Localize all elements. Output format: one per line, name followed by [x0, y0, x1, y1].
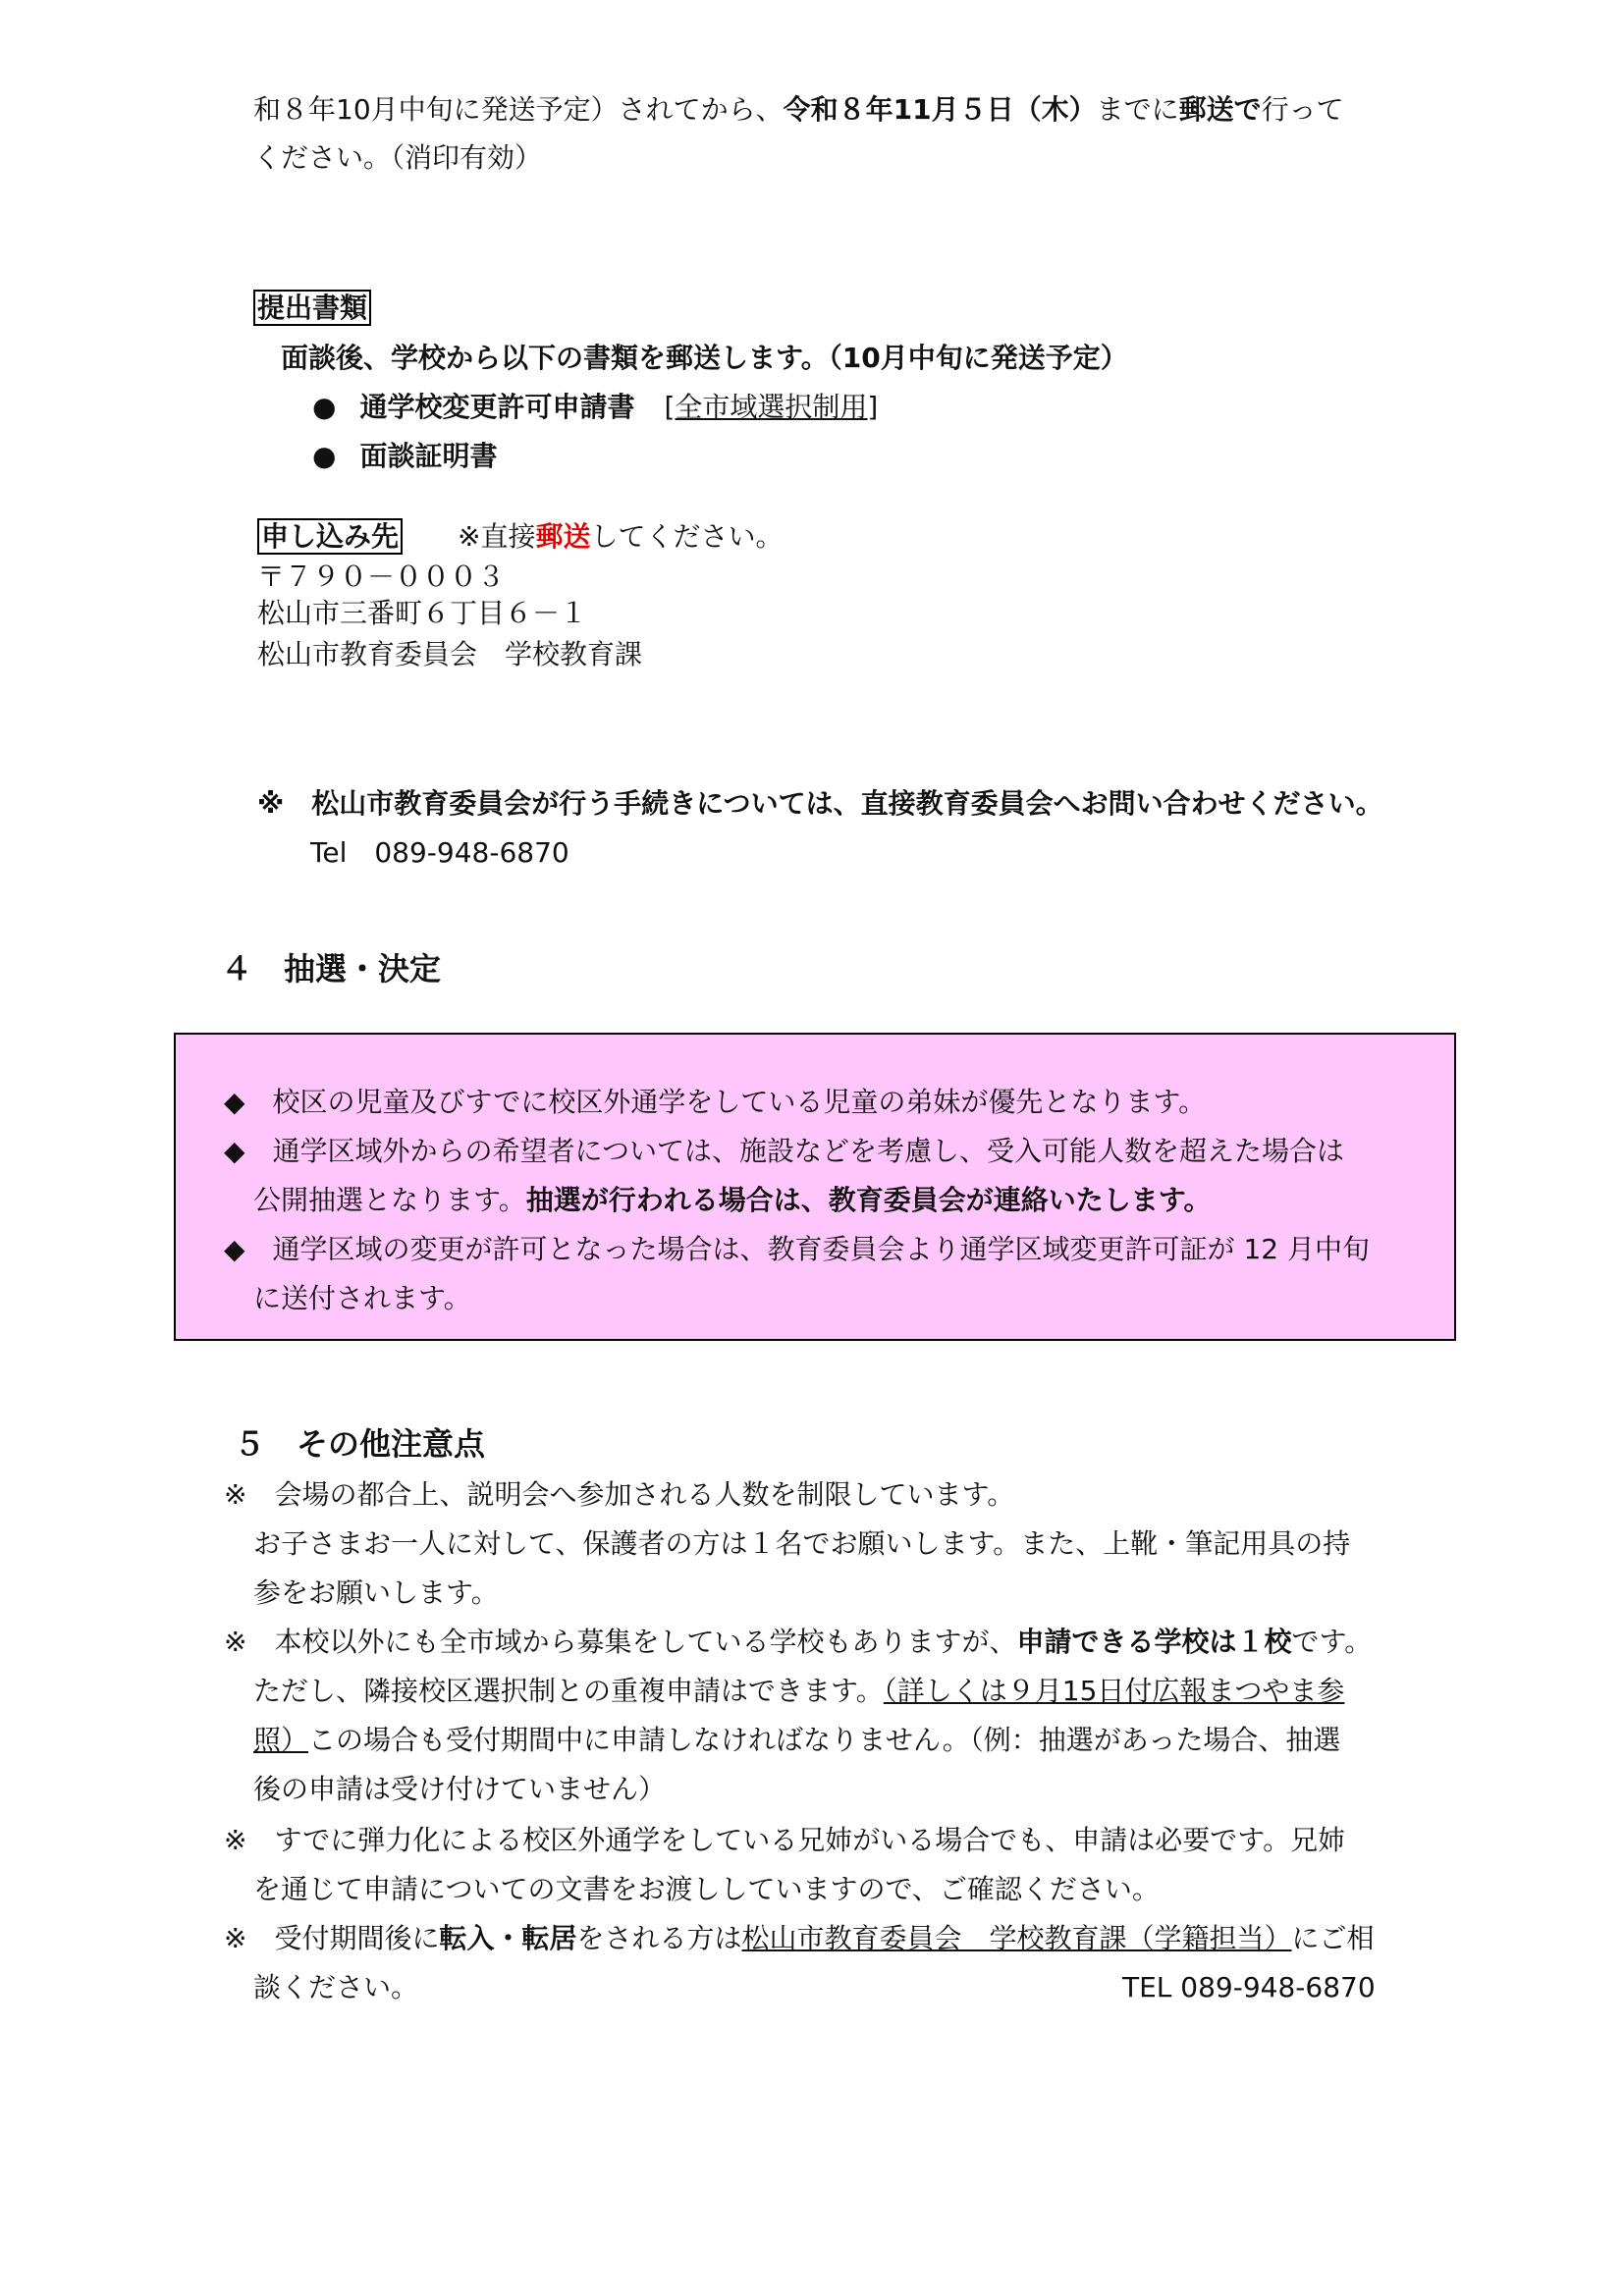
documents-heading-label: 提出書類 [253, 290, 371, 326]
apply-note-emphasis: 郵送 [535, 520, 591, 553]
intro-text: 行って [1261, 93, 1344, 126]
bullet-icon: ● [312, 440, 337, 472]
postal-code: 〒７９０－０００３ [257, 561, 506, 593]
inquiry-notice: ※ 松山市教育委員会が行う手続きについては、直接教育委員会へお問い合わせください。 [257, 787, 1383, 820]
note-text: この場合も受付期間中に申請しなければなりません。（例：抽選があった場合、抽選 [308, 1724, 1341, 1756]
lottery-bullet-3-cont: に送付されます。 [253, 1282, 471, 1314]
note-3-line-1: ※ すでに弾力化による校区外通学をしている兄姉がいる場合でも、申請は必要です。兄姉 [224, 1824, 1346, 1856]
apply-heading-line [257, 520, 784, 554]
note-4-line-2: 談ください。 [253, 1971, 419, 2003]
documents-item-2 [312, 440, 497, 473]
section-5-heading: ５ その他注意点 [234, 1425, 486, 1463]
document-name: 面談証明書 [359, 440, 498, 472]
deadline-date: 令和８年11月５日（木） [783, 93, 1097, 126]
note-2-line-1 [224, 1626, 1372, 1659]
documents-item-1 [312, 391, 878, 424]
lottery-bullet-1: ◆ 校区の児童及びすでに校区外通学をしている児童の弟妹が優先となります。 [224, 1086, 1207, 1118]
lottery-bullet-2: ◆ 通学区域外からの希望者については、施設などを考慮し、受入可能人数を超えた場合は [224, 1135, 1344, 1167]
lottery-bullet-3: ◆ 通学区域の変更が許可となった場合は、教育委員会より通学区域変更許可証が 12 月中旬 [224, 1233, 1370, 1265]
intro-text: までに [1096, 93, 1179, 126]
lottery-bullet-2-cont [253, 1184, 1212, 1217]
note-text: ※ 本校以外にも全市域から募集をしている学校もありますが、 [224, 1626, 1017, 1658]
registry-tel: TEL 089-948-6870 [1122, 1971, 1376, 2003]
note-1-line-1: ※ 会場の都合上、説明会へ参加される人数を制限しています。 [224, 1478, 1015, 1511]
note-1-line-3: 参をお願いします。 [253, 1576, 499, 1609]
move-in-emphasis: 転入・転居 [439, 1922, 577, 1954]
bulletin-reference: （詳しくは９月15日付広報まつやま参 [883, 1675, 1345, 1707]
note-text: ただし、隣接校区選択制との重複申請はできます。 [253, 1675, 884, 1707]
note-1-line-2: お子さまお一人に対して、保護者の方は１名でお願いします。また、上靴・筆記用具の持 [253, 1527, 1351, 1560]
bulletin-reference: 照） [253, 1724, 309, 1756]
apply-note: ※直接 [458, 520, 536, 553]
note-2-line-2 [253, 1675, 1344, 1708]
note-4-line-1 [224, 1922, 1375, 1955]
address: 松山市三番町６丁目６－１ [257, 597, 588, 629]
inquiry-tel: Tel 089-948-6870 [310, 836, 569, 869]
office-name: 松山市教育委員会 学校教育課 [257, 638, 643, 670]
apply-note: してください。 [590, 520, 784, 553]
note-2-line-3 [253, 1724, 1340, 1757]
note-text: にご相 [1291, 1922, 1375, 1954]
documents-heading [253, 292, 371, 325]
documents-intro: 面談後、学校から以下の書類を郵送します。（10月中旬に発送予定） [281, 342, 1128, 374]
document-name: 通学校変更許可申請書 [359, 391, 635, 423]
apply-heading: 申し込み先 [257, 518, 403, 555]
lottery-contact-emphasis: 抽選が行われる場合は、教育委員会が連絡いたします。 [525, 1184, 1212, 1216]
note-text: ※ 受付期間後に [224, 1922, 440, 1954]
registry-office: 松山市教育委員会 学校教育課（学籍担当） [741, 1922, 1292, 1954]
note-3-line-2: を通じて申請についての文書をお渡ししていますので、ご確認ください。 [253, 1873, 1160, 1905]
intro-line-1 [253, 93, 1344, 127]
one-school-emphasis: 申請できる学校は１校 [1016, 1626, 1292, 1658]
bullet-icon: ● [312, 391, 337, 423]
intro-text: 和８年10月中旬に発送予定）されてから、 [253, 93, 784, 126]
section-4-heading: ４ 抽選・決定 [221, 950, 442, 988]
intro-line-2: ください。（消印有効） [253, 141, 543, 174]
note-text: をされる方は [576, 1922, 742, 1954]
lottery-text: 公開抽選となります。 [253, 1184, 526, 1216]
mail-emphasis: 郵送で [1178, 93, 1262, 126]
note-text: です。 [1291, 1626, 1373, 1658]
document-note: [全市域選択制用] [664, 391, 879, 423]
note-2-line-4: 後の申請は受け付けていません） [253, 1773, 667, 1805]
